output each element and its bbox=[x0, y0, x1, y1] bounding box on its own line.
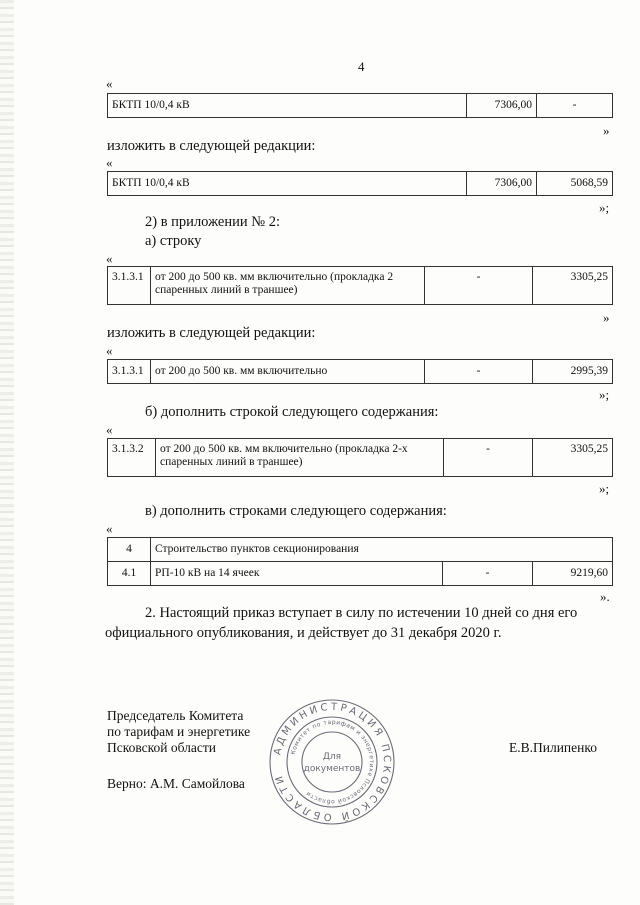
cell-value-1: - bbox=[425, 267, 533, 305]
desc-line-1: от 200 до 500 кв. мм включительно (прокладка 2-х bbox=[160, 443, 408, 455]
stamp-outer-ring bbox=[270, 700, 394, 824]
paragraph-line-1: 2. Настоящий приказ вступает в силу по истечении 10 дней со дня его bbox=[145, 605, 578, 621]
lead-in-add-rows-c: в) дополнить строками следующего содержания: bbox=[145, 503, 447, 519]
desc-line-2: спаренных линий в траншее) bbox=[160, 456, 303, 468]
stamp-inner-ring bbox=[302, 732, 362, 792]
cell-code: 4 bbox=[108, 538, 151, 562]
lead-in-appendix-2: 2) в приложении № 2: bbox=[145, 214, 280, 230]
scan-edge bbox=[0, 0, 14, 905]
cell-value-2: - bbox=[537, 94, 613, 118]
cell-description bbox=[156, 439, 444, 477]
cell-code: 3.1.3.1 bbox=[108, 360, 151, 384]
open-quote: « bbox=[106, 76, 113, 91]
cell-description bbox=[151, 267, 425, 305]
stamp-inner-text: Комитет по тарифам и энергетике Псковской области bbox=[289, 718, 376, 806]
cell-code: 3.1.3.1 bbox=[108, 267, 151, 305]
cell-value-2: 2995,39 bbox=[533, 360, 613, 384]
close-quote: »; bbox=[599, 481, 610, 496]
lead-in-row-a: а) строку bbox=[145, 233, 202, 249]
cell-code: 3.1.3.2 bbox=[108, 439, 156, 477]
signatory-title bbox=[107, 708, 250, 756]
table-2 bbox=[107, 171, 613, 196]
lead-in-state-as: изложить в следующей редакции: bbox=[107, 138, 316, 154]
close-quote: » bbox=[603, 123, 610, 138]
cell-name: БКТП 10/0,4 кВ bbox=[108, 94, 467, 118]
close-quote: ». bbox=[600, 589, 610, 604]
paragraph-line-2: официального опубликования, и действует до 31 декабря 2020 г. bbox=[105, 625, 502, 641]
close-quote: »; bbox=[599, 387, 610, 402]
cell-name: БКТП 10/0,4 кВ bbox=[108, 172, 467, 196]
close-quote: »; bbox=[599, 200, 610, 215]
paragraph-2 bbox=[105, 603, 610, 643]
signatory-title-line-1: Председатель Комитета bbox=[107, 708, 244, 723]
cell-value-1: - bbox=[444, 439, 533, 477]
table-3 bbox=[107, 266, 613, 305]
lead-in-state-as: изложить в следующей редакции: bbox=[107, 325, 316, 341]
cell-value-2: 9219,60 bbox=[533, 562, 613, 586]
cell-value-1: 7306,00 bbox=[467, 172, 537, 196]
open-quote: « bbox=[106, 422, 113, 437]
cell-value-1: 7306,00 bbox=[467, 94, 537, 118]
signatory-title-line-2: по тарифам и энергетике bbox=[107, 724, 251, 739]
cell-description: Строительство пунктов секционирования bbox=[151, 538, 613, 562]
close-quote: » bbox=[603, 310, 610, 325]
open-quote: « bbox=[106, 521, 113, 536]
desc-line-1: от 200 до 500 кв. мм включительно (прокладка 2 bbox=[155, 271, 394, 283]
cell-value-1: - bbox=[425, 360, 533, 384]
lead-in-add-row-b: б) дополнить строкой следующего содержания: bbox=[145, 404, 439, 420]
cell-description: от 200 до 500 кв. мм включительно bbox=[151, 360, 425, 384]
signatory-title-line-3: Псковской области bbox=[107, 740, 217, 755]
stamp-middle-ring bbox=[287, 717, 377, 807]
table-1 bbox=[107, 93, 613, 118]
open-quote: « bbox=[106, 251, 113, 266]
cell-description: РП-10 кВ на 14 ячеек bbox=[151, 562, 443, 586]
cell-code: 4.1 bbox=[108, 562, 151, 586]
stamp-outer-text: АДМИНИСТРАЦИЯ ПСКОВСКОЙ ОБЛАСТИ bbox=[272, 701, 393, 823]
signatory-name: Е.В.Пилипенко bbox=[509, 740, 598, 755]
stamp-center-line-2: документов bbox=[303, 764, 361, 774]
cell-value-1: - bbox=[443, 562, 533, 586]
stamp-center-line-1: Для bbox=[322, 752, 342, 762]
verified-by: Верно: А.М. Самойлова bbox=[107, 776, 245, 791]
cell-value-2: 5068,59 bbox=[537, 172, 613, 196]
official-stamp bbox=[267, 697, 397, 827]
desc-line-2: спаренных линий в траншее) bbox=[155, 284, 298, 296]
page-number: 4 bbox=[358, 59, 365, 74]
cell-value-2: 3305,25 bbox=[533, 439, 613, 477]
open-quote: « bbox=[106, 155, 113, 170]
table-5 bbox=[107, 438, 613, 477]
table-6 bbox=[107, 537, 613, 586]
open-quote: « bbox=[106, 343, 113, 358]
table-4 bbox=[107, 359, 613, 384]
cell-value-2: 3305,25 bbox=[533, 267, 613, 305]
